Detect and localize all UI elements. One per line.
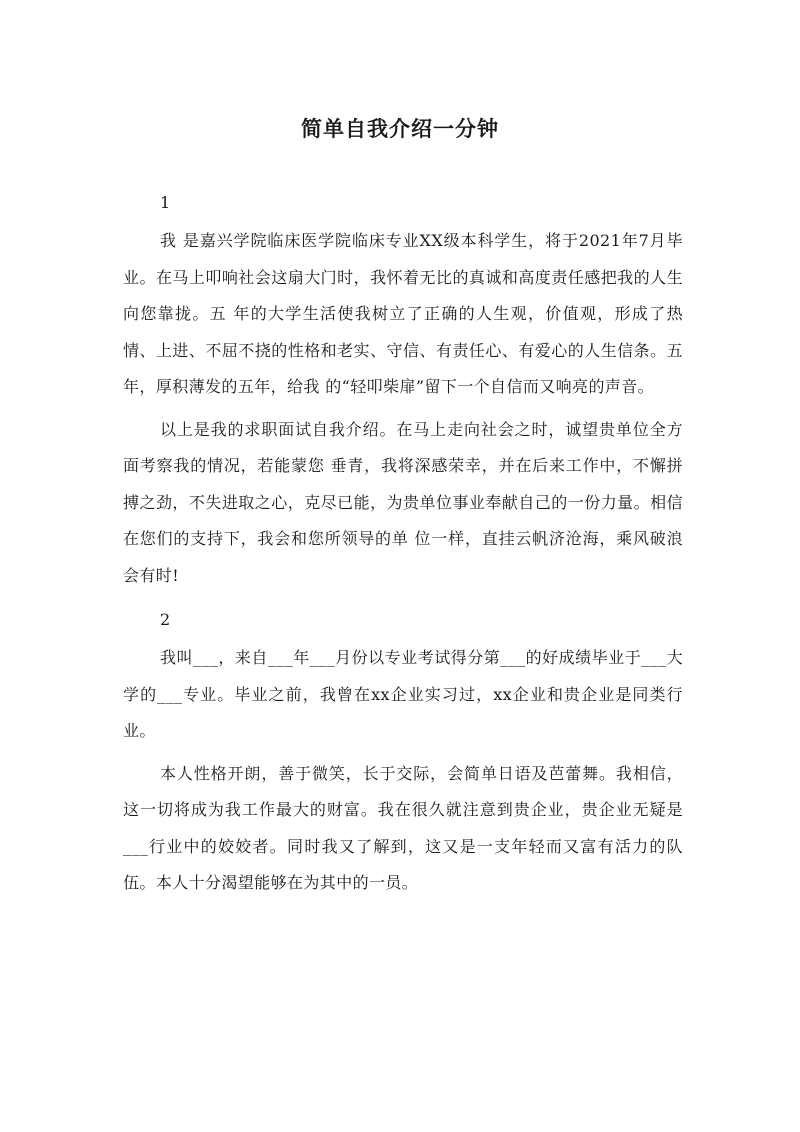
document-body (123, 185, 683, 902)
section-number-2: 2 (160, 610, 171, 629)
section-2-paragraph-1: 我叫___，来自___年___月份以专业考试得分第___的好成绩毕业于___大学的___专业。毕业之前，我曾在xx企业实习过，xx企业和贵企业是同类行业。 (123, 648, 683, 740)
section-1-paragraph-2: 以上是我的求职面试自我介绍。在马上走向社会之时，诚望贵单位全方面考察我的情况，若能蒙您 垂青，我将深感荣幸，并在后来工作中，不懈拼搏之劲，不失进取之心，克尽已能，为贵单位事业奉献自己的一份力量。相信在您们的支持下，我会和您所领导的单 位一样，直挂云帆济沧海，乘风破浪会有时! (123, 419, 683, 585)
section-2-paragraph-2: 本人性格开朗，善于微笑，长于交际，会简单日语及芭蕾舞。我相信，这一切将成为我工作最大的财富。我在很久就注意到贵企业，贵企业无疑是___行业中的姣姣者。同时我又了解到，这又是一支年轻而又富有活力的队伍。本人十分渴望能够在为其中的一员。 (123, 763, 683, 892)
section-number-1: 1 (160, 193, 171, 212)
document-title: 简单自我介绍一分钟 (301, 116, 499, 142)
section-1-paragraph-1: 我 是嘉兴学院临床医学院临床专业XX级本科学生，将于2021年7月毕业。在马上叩响社会这扇大门时，我怀着无比的真诚和高度责任感把我的人生向您靠拢。五 年的大学生活使我树立了正确的人生观，价值观，形成了热情、上进、不屈不挠的性格和老实、守信、有责任心、有爱心的人生信条。五年，厚积薄发的五年，给我 的“轻叩柴扉”留下一个自信而又响亮的声音。 (123, 231, 683, 396)
